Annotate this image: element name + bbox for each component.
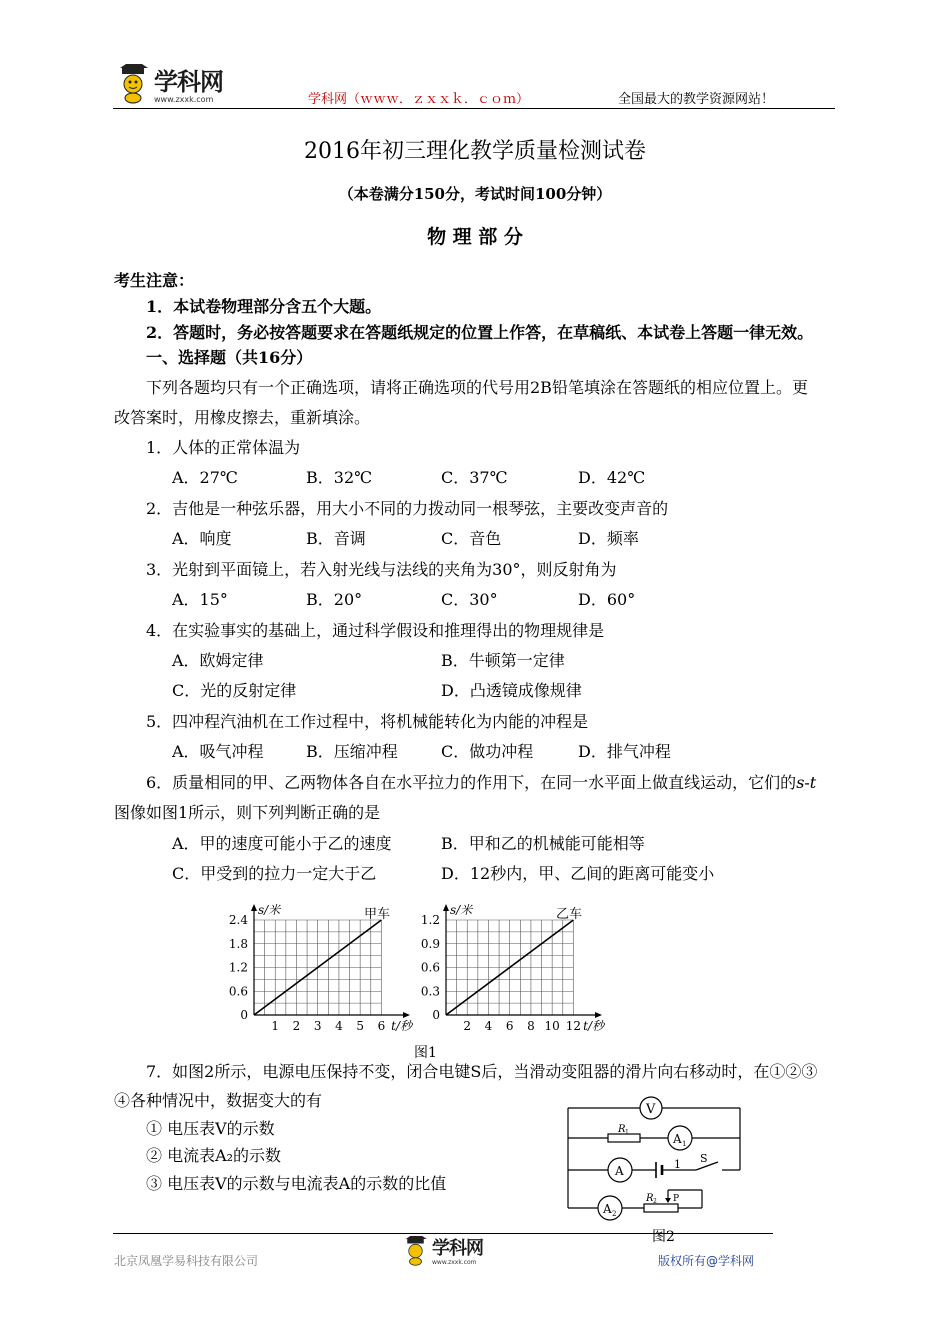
answer-option[interactable]: C．音色 bbox=[441, 529, 502, 548]
figure2-circuit bbox=[560, 1090, 750, 1230]
header-site-link[interactable]: 学科网（ｗｗｗ．ｚｘｘｋ．ｃｏｍ） bbox=[308, 92, 530, 107]
question-stem: 3．光射到平面镜上，若入射光线与法线的夹角为30°，则反射角为 bbox=[146, 560, 617, 579]
exam-subtitle: （本卷满分150分，考试时间100分钟） bbox=[338, 185, 612, 203]
x-tick-label: 4 bbox=[484, 1019, 493, 1033]
figure1-chart-yi bbox=[410, 898, 635, 1044]
answer-option[interactable]: B．音调 bbox=[306, 529, 366, 548]
answer-option[interactable]: A．27℃ bbox=[172, 468, 238, 487]
header-logo-url: www.zxxk.com bbox=[154, 95, 214, 104]
question-stem: 5．四冲程汽油机在工作过程中，将机械能转化为内能的冲程是 bbox=[146, 712, 589, 731]
part1-heading: 一、选择题（共16分） bbox=[146, 348, 313, 367]
question-stem: 4．在实验事实的基础上，通过科学假设和推理得出的物理规律是 bbox=[146, 621, 605, 640]
resistor-r2-sub: 2 bbox=[653, 1198, 657, 1205]
logo-mascot-icon bbox=[404, 1236, 430, 1266]
x-tick-label: 6 bbox=[505, 1019, 514, 1033]
x-axis-arrow bbox=[403, 1012, 410, 1018]
y-tick-label: 2.4 bbox=[228, 913, 248, 927]
footer-logo-url: www.zxxk.com bbox=[432, 1259, 477, 1266]
question-item: ① 电压表V的示数 bbox=[146, 1119, 275, 1138]
answer-option[interactable]: A．吸气冲程 bbox=[172, 742, 264, 761]
resistor-r1-sub: 1 bbox=[625, 1129, 629, 1136]
header-rule bbox=[113, 108, 835, 109]
header-logo[interactable] bbox=[118, 64, 223, 104]
answer-option[interactable]: D．42℃ bbox=[578, 468, 646, 487]
question-stem-text: 6．质量相同的甲、乙两物体各自在水平拉力的作用下，在同一水平面上做直线运动，它们的 bbox=[146, 773, 797, 792]
y-tick-label: 0.6 bbox=[420, 960, 440, 975]
answer-option[interactable]: C．37℃ bbox=[441, 468, 508, 487]
ammeter-a-label: A bbox=[615, 1164, 624, 1178]
answer-option[interactable]: A．响度 bbox=[172, 529, 232, 548]
answer-option[interactable]: A．15° bbox=[172, 590, 228, 609]
question-stem: 图像如图1所示，则下列判断正确的是 bbox=[114, 803, 381, 822]
question-stem: 7．如图2所示，电源电压保持不变，闭合电键S后，当滑动变阻器的滑片向右移动时，在①②③ bbox=[146, 1062, 818, 1081]
x-axis-arrow bbox=[595, 1012, 602, 1018]
x-tick-label: 6 bbox=[377, 1019, 386, 1033]
y-tick-label: 1.2 bbox=[228, 960, 248, 975]
ammeter-a2-label: A bbox=[603, 1202, 612, 1216]
answer-option[interactable]: B．甲和乙的机械能可能相等 bbox=[441, 834, 645, 853]
answer-option[interactable]: D．排气冲程 bbox=[578, 742, 671, 761]
question-stem: 1．人体的正常体温为 bbox=[146, 438, 301, 457]
note-item: 2．答题时，务必按答题要求在答题纸规定的位置上作答，在草稿纸、本试卷上答题一律无效。 bbox=[146, 323, 814, 342]
slider-label: P bbox=[673, 1194, 680, 1204]
resistor-r2 bbox=[644, 1204, 678, 1212]
answer-option[interactable]: B．牛顿第一定律 bbox=[441, 651, 565, 670]
x-tick-label: 10 bbox=[544, 1019, 560, 1033]
y-tick-label: 0 bbox=[240, 1008, 248, 1022]
y-tick-label: 0.6 bbox=[228, 984, 248, 999]
header-slogan: 全国最大的教学资源网站！ bbox=[618, 92, 775, 107]
chart-title: 乙车 bbox=[555, 907, 582, 922]
answer-option[interactable]: C．甲受到的拉力一定大于乙 bbox=[172, 864, 377, 883]
footer-logo-text: 学科网 bbox=[432, 1238, 483, 1259]
y-tick-label: 0 bbox=[432, 1008, 440, 1022]
answer-option[interactable]: D．频率 bbox=[578, 529, 639, 548]
y-axis-arrow bbox=[251, 904, 257, 911]
x-tick-label: 8 bbox=[527, 1019, 535, 1033]
y-tick-label: 0.9 bbox=[420, 936, 440, 951]
answer-option[interactable]: C．30° bbox=[441, 590, 498, 609]
footer-copyright[interactable]: 版权所有@学科网 bbox=[658, 1254, 755, 1268]
resistor-r2-label: R bbox=[646, 1193, 654, 1204]
answer-option[interactable]: C．光的反射定律 bbox=[172, 681, 297, 700]
question-stem-variable: s-t bbox=[796, 773, 817, 792]
figure2-caption: 图2 bbox=[652, 1229, 675, 1245]
answer-option[interactable]: D．凸透镜成像规律 bbox=[441, 681, 582, 700]
footer-rule bbox=[113, 1233, 773, 1234]
figure1-caption: 图1 bbox=[414, 1045, 437, 1061]
notes-heading: 考生注意： bbox=[114, 271, 195, 290]
answer-option[interactable]: A．欧姆定律 bbox=[172, 651, 264, 670]
logo-mascot-icon bbox=[118, 64, 152, 104]
x-axis-label: t/秒 bbox=[583, 1019, 604, 1033]
footer-company: 北京凤凰学易科技有限公司 bbox=[114, 1254, 259, 1268]
x-tick-label: 1 bbox=[271, 1019, 280, 1033]
footer-logo[interactable] bbox=[404, 1236, 483, 1266]
y-tick-label: 1.8 bbox=[228, 936, 248, 951]
note-item: 1．本试卷物理部分含五个大题。 bbox=[146, 297, 382, 316]
x-tick-label: 3 bbox=[313, 1019, 322, 1033]
y-tick-label: 1.2 bbox=[420, 913, 440, 927]
answer-option[interactable]: C．做功冲程 bbox=[441, 742, 534, 761]
switch-label: S bbox=[700, 1152, 708, 1165]
question-item: ③ 电压表V的示数与电流表A的示数的比值 bbox=[146, 1174, 447, 1193]
x-tick-label: 4 bbox=[335, 1019, 343, 1033]
x-axis-label: t/秒 bbox=[391, 1019, 412, 1033]
x-tick-label: 5 bbox=[356, 1019, 364, 1033]
ammeter-a1-sub: 1 bbox=[682, 1140, 687, 1148]
question-stem: ④各种情况中，数据变大的有 bbox=[114, 1091, 323, 1110]
question-stem bbox=[146, 773, 816, 793]
question-stem: 2．吉他是一种弦乐器，用大小不同的力拨动同一根琴弦，主要改变声音的 bbox=[146, 499, 669, 518]
question-item: ② 电流表A₂的示数 bbox=[146, 1146, 282, 1165]
chart-title: 甲车 bbox=[363, 907, 390, 922]
answer-option[interactable]: D．60° bbox=[578, 590, 636, 609]
exam-title: 2016年初三理化教学质量检测试卷 bbox=[304, 139, 646, 164]
ammeter-a1-label: A bbox=[673, 1132, 682, 1146]
y-tick-label: 0.3 bbox=[420, 984, 440, 999]
resistor-r1 bbox=[608, 1134, 640, 1142]
y-axis-label: s/米 bbox=[450, 903, 473, 917]
slider-arrow bbox=[665, 1198, 671, 1203]
battery-label: 1 bbox=[674, 1158, 681, 1171]
answer-option[interactable]: B．压缩冲程 bbox=[306, 742, 398, 761]
x-tick-label: 2 bbox=[463, 1019, 472, 1033]
answer-option[interactable]: B．20° bbox=[306, 590, 363, 609]
answer-option[interactable]: D．12秒内，甲、乙间的距离可能变小 bbox=[441, 864, 715, 883]
ammeter-a2-sub: 2 bbox=[612, 1210, 617, 1218]
y-axis-arrow bbox=[443, 904, 449, 911]
resistor-r1-label: R bbox=[618, 1124, 626, 1135]
voltmeter-label: V bbox=[646, 1102, 656, 1117]
y-axis-label: s/米 bbox=[258, 903, 281, 917]
figure1-chart-jia bbox=[218, 898, 428, 1044]
answer-option[interactable]: A．甲的速度可能小于乙的速度 bbox=[172, 834, 392, 853]
header-logo-text: 学科网 bbox=[154, 68, 223, 96]
answer-option[interactable]: B．32℃ bbox=[306, 468, 373, 487]
section-title: 物 理 部 分 bbox=[427, 226, 523, 248]
part1-instruction: 下列各题均只有一个正确选项，请将正确选项的代号用2B铅笔填涂在答题纸的相应位置上。更 bbox=[146, 378, 808, 397]
x-tick-label: 12 bbox=[565, 1019, 582, 1033]
part1-instruction: 改答案时，用橡皮擦去，重新填涂。 bbox=[114, 408, 371, 427]
x-tick-label: 2 bbox=[292, 1019, 301, 1033]
